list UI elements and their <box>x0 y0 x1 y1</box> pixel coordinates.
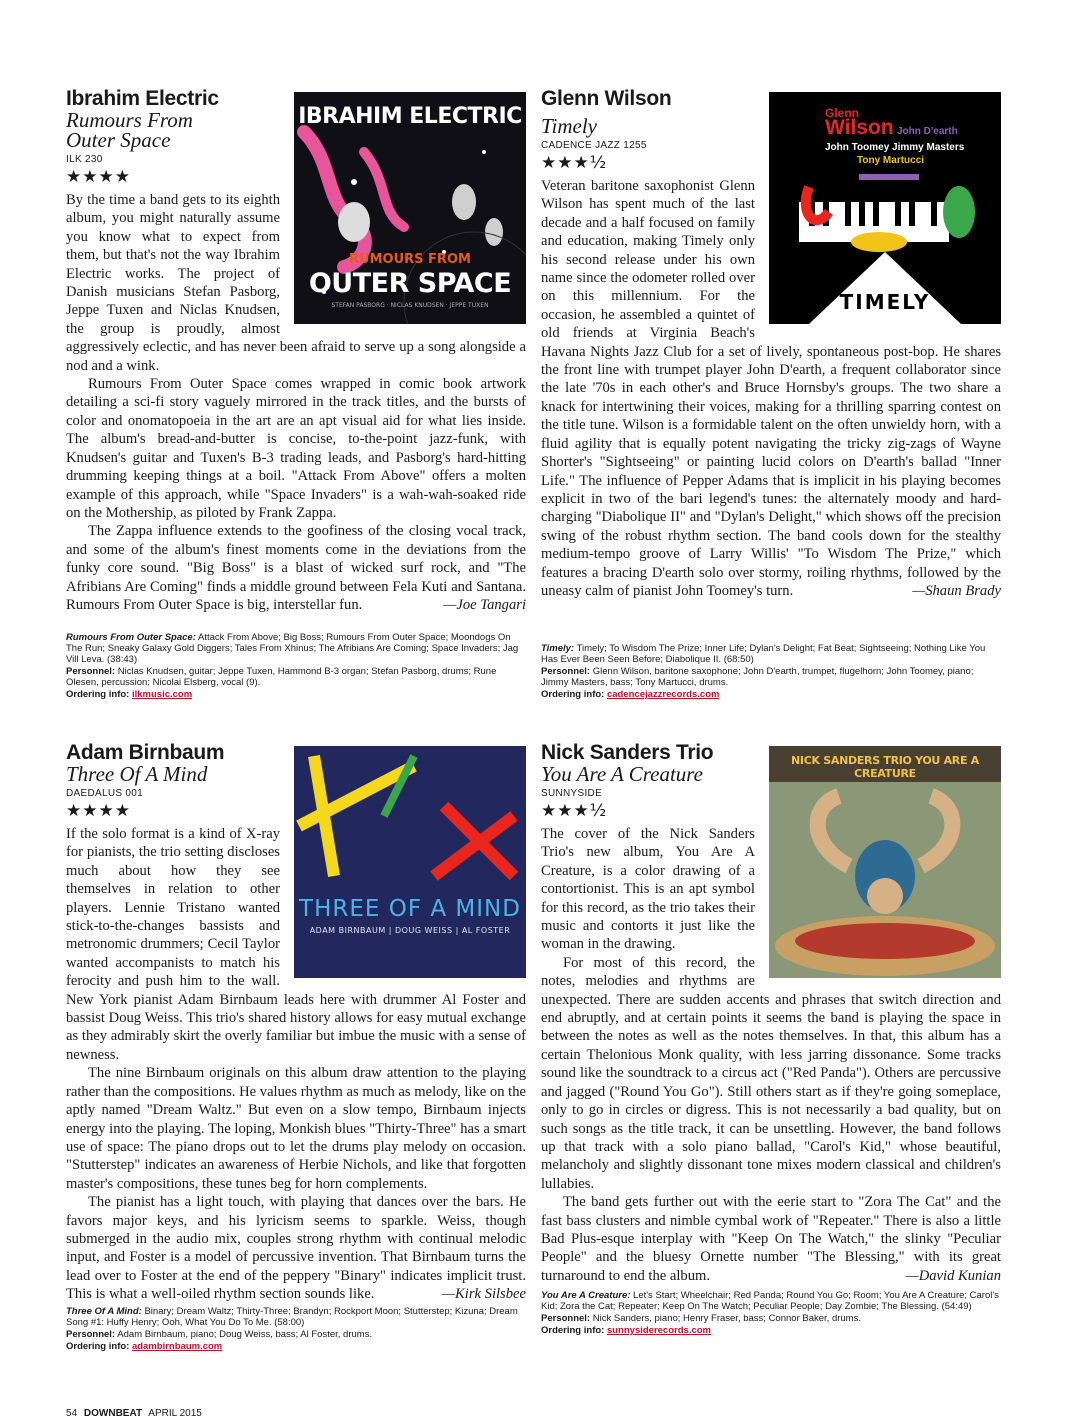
cover-art <box>294 746 526 978</box>
artist-name: Glenn Wilson <box>541 87 672 110</box>
album-cover-rumours-from-outer-space <box>294 92 526 324</box>
tracks-title: Rumours From Outer Space: <box>66 632 196 643</box>
paragraph: Rumours From Outer Space comes wrapped in comic book artwork detailing a sci-fi story vaguely mirrored in the track titles, and the bursts of color and onomatopoeia in the art are an apt visual aid for what lies inside. The album's bread-and-butter is concise, to-the-point jazz-funk, with Knudsen's guitar and Tuxen's B-3 trading leads, and Pasborg's hard-hitting drumming keeping things at a boil. "Attack From Above" offers a molten example of this approach, while "Space Invaders" is a wah-wah-soaked ride on the Mothership, as piloted by Frank Zappa. <box>66 376 526 521</box>
review-adam-birnbaum <box>66 742 526 1304</box>
cover-title: THREE OF A MIND <box>299 896 521 922</box>
paragraph-text: The Zappa influence extends to the goofiness of the closing vocal track, and some of the album's finest moments come in the deviations from the funky core sound. "Big Boss" is a blast of wicked surf rock, and "The Afribians Are Coming" finds a middle ground between Fela Kuti and Santana. Rumours From Outer Space is big, interstellar fun. <box>66 523 526 613</box>
paragraph-text: Veteran baritone saxophonist Glenn Wilson has spent much of the last decade and a half focused on family and education, making Timely only his second release under his own name since the odometer rolled over on this millennium. For the occasion, he assembled a quintet of old friends at Virginia Beach's Havana Nights Jazz Club for a set of lively, spontaneous post-bop. He shares the front line with trumpet player John D'earth, a frequent collaborator since the late '70s in each other's and Bruce Hornsby's groups. The two share a knack for intertwining their voices, making for a thrilling sparring contest on the title tune. Wilson is a formidable talent on the often unwieldy horn, with a fluid agility that is equally potent navigating the tricky zig-zags of Wayne Shorter's "Sightseeing" or painting lucid colors on D'earth's ballad "Inner Life." The influence of Pepper Adams that is implicit in his playing becomes explicit in two of the bari legend's tunes: the alternately moody and hard-charging "Diabolique II" and "Dylan's Delight," which shows off the precision swing of the robust rhythm section. The band cools down for the stealthy medium-tempo groove of Larry Willis' "To Wisdom The Prize," which features a bracing D'earth solo over stormy, roiling rhythms, followed by the uneasy calm of pianist John Toomey's turn. <box>541 178 1001 599</box>
review-nick-sanders-trio <box>541 742 1001 1285</box>
ordering-link[interactable]: sunnysiderecords.com <box>606 1325 711 1336</box>
review-glenn-wilson <box>541 88 1001 600</box>
album-title-line1: Rumours From <box>66 108 193 132</box>
track-list: Binary; Dream Waltz; Thirty-Three; Brandyn; Rockport Moon; Stutterstep; Kizuna; Dream Song #1: Huffy Henry; Ooh, What You Do To Me. (58:00) <box>66 1306 518 1328</box>
cover-credits: ADAM BIRNBAUM | DOUG WEISS | AL FOSTER <box>309 926 511 935</box>
paragraph <box>541 1193 1001 1285</box>
cover-title-top: RUMOURS FROM <box>349 252 471 267</box>
paragraph <box>66 522 526 614</box>
star-rating: ★★★½ <box>541 801 608 821</box>
review-ibrahim-electric <box>66 88 526 614</box>
paragraph-text: The pianist has a light touch, with playing that dances over the bars. He favors major keys, and his lyricism seems to sparkle. Weiss, though submerged in the audio mix, couples strong rhythm with continual melodic input, and Foster is a model of percussive invention. That Birnbaum turns the lead over to Foster at the end of the peppery "Binary" indicates implicit trust. This is what a well-oiled rhythm section sounds like. <box>66 1194 526 1303</box>
paragraph: If the solo format is a kind of X-ray for pianists, the trio setting discloses much about how they see themselves in relation to other players. Lennie Tristano wanted stick-to-the-changes bassists and metronomic drummers; Cecil Taylor wanted accompanists to match his ferocity and push him to the wall. New York pianist Adam Birnbaum leads here with drummer Al Foster and bassist Doug Weiss. This trio's shared history allows for easy mutual exchange as they admirably skirt the overly familiar but imbue the music with a sense of newness. <box>66 826 526 1063</box>
page-number: 54 <box>66 1408 78 1419</box>
personnel: Nick Sanders, piano; Henry Fraser, bass; Connor Baker, drums. <box>592 1313 861 1324</box>
star-rating: ★★★★ <box>66 167 131 187</box>
track-list: Timely; To Wisdom The Prize; Inner Life; Dylan's Delight; Fat Beat; Sightseeing; Nothing Like You Has Ever Been Seen Before; Diabolique II. (68:50) <box>541 643 986 665</box>
cover-art <box>769 746 1001 978</box>
cover-sideman-1: John D'earth <box>897 126 958 137</box>
paragraph <box>66 1193 526 1303</box>
paragraph: The nine Birnbaum originals on this album draw attention to the playing rather than the compositions. He values rhythm as much as melody, like on the aptly named "Dream Waltz." But even on a slow tempo, Birnbaum injects energy into the playing. The loping, Monkish blues "Thirty-Three" has a smart use of space: The piano drops out to let the drums play melody on occasion. "Stutterstep" indicates an awareness of Herbie Nichols, and like that forgotten master's compositions, these tunes beg for horn complements. <box>66 1065 526 1192</box>
cover-title: TIMELY <box>839 290 931 314</box>
cover-credits: STEFAN PASBORG · NICLAS KNUDSEN · JEPPE TUXEN <box>331 302 489 309</box>
album-title-line2: Outer Space <box>66 128 171 152</box>
paragraph: The cover of the Nick Sanders Trio's new album, You Are A Creature, is a color drawing of a contortionist. This is an apt symbol for this record, as the trio takes their music and contorts it just like the woman in the drawing. <box>541 826 755 953</box>
personnel-label: Personnel: <box>66 666 116 677</box>
album-title: Timely <box>541 114 597 138</box>
star-rating: ★★★★ <box>66 801 131 821</box>
paragraph: By the time a band gets to its eighth album, you might naturally assume you know what to expect from them, but that's not the way Ibrahim Electric works. The project of Danish musicians Stefan Pasborg, Jeppe Tuxen and Niclas Knudsen, the group is proudly, almost aggressively eclectic, and has never been afraid to serve up a song alongside a nod and a wink. <box>66 192 526 374</box>
record-label: ILK 230 <box>66 154 103 165</box>
record-label: CADENCE JAZZ 1255 <box>541 140 647 151</box>
personnel: Niclas Knudsen, guitar; Jeppe Tuxen, Hammond B-3 organ; Stefan Pasborg, drums; Rune Olesen, percussion; Nicolai Elsberg, vocal (9). <box>66 666 497 688</box>
magazine-name: DOWNBEAT <box>83 1408 143 1419</box>
cover-title: NICK SANDERS TRIO YOU ARE A CREATURE <box>791 754 979 780</box>
ordering-label: Ordering info: <box>66 689 130 700</box>
personnel: Glenn Wilson, baritone saxophone; John D'earth, trumpet, flugelhorn; John Toomey, piano; Jimmy Masters, bass; Tony Martucci, drums. <box>541 666 974 688</box>
personnel: Adam Birnbaum, piano; Doug Weiss, bass; Al Foster, drums. <box>117 1329 373 1340</box>
ordering-label: Ordering info: <box>541 689 605 700</box>
tracks-title: Three Of A Mind: <box>66 1306 142 1317</box>
artist-name: Adam Birnbaum <box>66 741 225 764</box>
ordering-link[interactable]: cadencejazzrecords.com <box>606 689 720 700</box>
cover-first-name: Glenn <box>825 106 860 120</box>
ordering-label: Ordering info: <box>541 1325 605 1336</box>
track-list: Attack From Above; Big Boss; Rumours From Outer Space; Moondogs On The Run; Sneaky Galaxy Gold Diggers; Tales From Xhinus; The Afribians Are Coming; Space Invaders; Jag Vill Leva. (38:43) <box>66 632 519 665</box>
ordering-link[interactable]: ilkmusic.com <box>131 689 193 700</box>
byline: —Joe Tangari <box>443 596 526 613</box>
star-rating: ★★★½ <box>541 153 608 173</box>
album-info <box>541 643 1001 701</box>
album-title: Three Of A Mind <box>66 762 208 786</box>
album-info <box>66 1306 526 1353</box>
byline: —Kirk Silsbee <box>442 1286 526 1303</box>
tracks-title: You Are A Creature: <box>541 1290 631 1301</box>
artist-name: Nick Sanders Trio <box>541 741 714 764</box>
page-footer <box>66 1408 202 1419</box>
record-label: SUNNYSIDE <box>541 788 603 799</box>
artist-name: Ibrahim Electric <box>66 87 219 110</box>
cover-band-name: IBRAHIM ELECTRIC <box>298 104 522 129</box>
tracks-title: Timely: <box>541 643 575 654</box>
record-label: DAEDALUS 001 <box>66 788 143 799</box>
personnel-label: Personnel: <box>541 1313 591 1324</box>
byline: —Shaun Brady <box>912 582 1001 599</box>
cover-sideman-3: Tony Martucci <box>857 155 925 166</box>
personnel-label: Personnel: <box>66 1329 116 1340</box>
album-title: You Are A Creature <box>541 762 704 786</box>
album-cover-timely <box>769 92 1001 324</box>
paragraph: For most of this record, the notes, melodies and rhythms are unexpected. There are sudden accents and phrases that switch direction and end abruptly, and at certain points it seems the band is playing the space in between the notes as well as the notes themselves. In that, this album has a certain Thelonious Monk quality, with less jarring dissonance. Some tracks sound like the soundtrack to a circus act ("Red Panda"). Others are percussive and jagged ("Round You Go"). Still others start as if they're going someplace, only to go in circles or digress. This is not necessarily a bad quality, but on such songs as the title track, it can be unsettling. However, the band follows up that track with a solo piano ballad, "Carol's Kid," whose beautiful, melancholy and slightly dissonant tone mixes modern classical and children's lullabies. <box>541 954 1001 1192</box>
album-cover-you-are-a-creature <box>769 746 1001 978</box>
paragraph-text: The band gets further out with the eerie start to "Zora The Cat" and the fast bass clusters and nimble cymbal work of "Repeater." There is also a little Bad Plus-esque interplay with "Keep On The Watch," the slinky "Peculiar People" and the bluesy Ornette number "The Blessing," with its great turnaround to end the album. <box>541 1194 1001 1284</box>
issue-date: APRIL 2015 <box>148 1408 202 1419</box>
track-list: Let's Start; Wheelchair; Red Panda; Round You Go; Room; You Are A Creature; Carol's Kid; Zora the Cat; Repeater; Keep On The Watch; Peculiar People; Day Zombie; The Blessing. (54:49) <box>541 1290 999 1312</box>
ordering-link[interactable]: adambirnbaum.com <box>131 1341 223 1352</box>
cover-title-bottom: OUTER SPACE <box>308 268 512 299</box>
personnel-label: Personnel: <box>541 666 591 677</box>
album-info <box>66 632 526 701</box>
cover-last-name: Wilson <box>825 116 894 139</box>
byline: —David Kunian <box>905 1267 1001 1284</box>
album-info <box>541 1290 1001 1337</box>
cover-sidemen-2: John Toomey Jimmy Masters <box>825 142 965 153</box>
album-cover-three-of-a-mind <box>294 746 526 978</box>
ordering-label: Ordering info: <box>66 1341 130 1352</box>
